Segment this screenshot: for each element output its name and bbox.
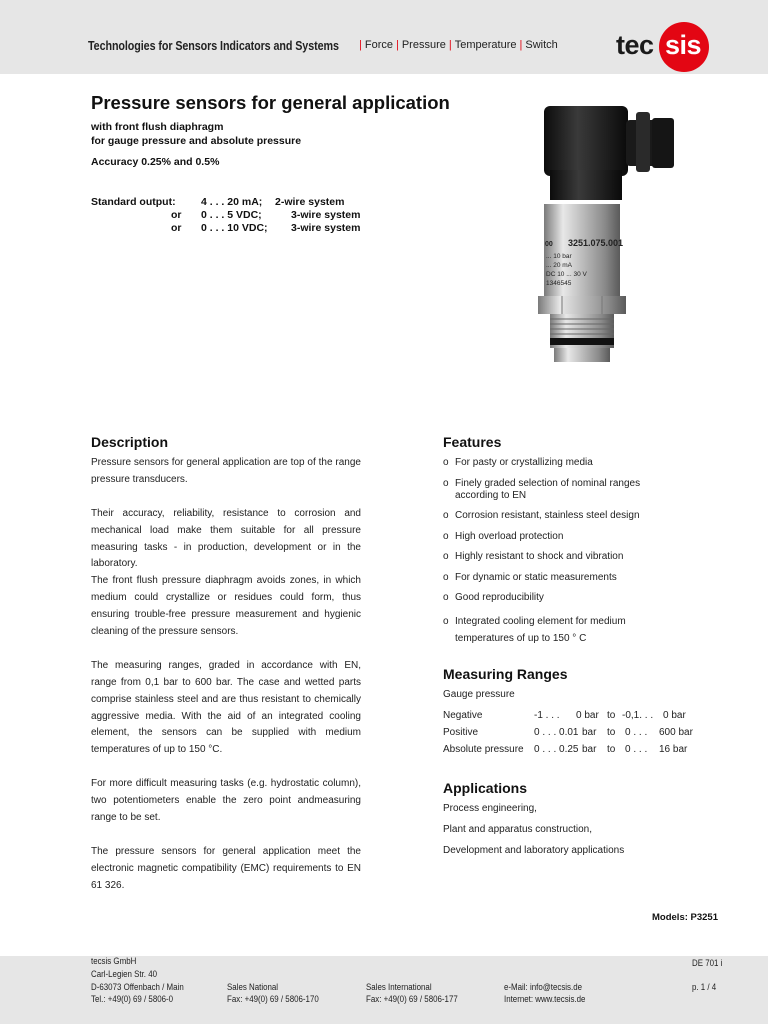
footer-street: Carl-Legien Str. 40 [91, 969, 158, 979]
list-item: o For dynamic or static measurements [443, 571, 617, 583]
pressure-sensor-image [528, 100, 678, 370]
footer-city: D-63073 Offenbach / Main [91, 982, 184, 992]
description-paragraph: The measuring ranges, graded in accordance with EN, range from 0,1 bar to 600 bar. The case and wetted parts comprise stainless steel and are thus resistant to chemically aggressive media. With the aid of an integrated cooling element, the sensors can be supplied with medium temperatures of up to 150 °C. [91, 659, 361, 756]
nav-link-switch[interactable]: Switch [525, 39, 558, 51]
features-heading: Features [443, 434, 502, 450]
output-range: 0 . . . 5 VDC; [201, 209, 262, 221]
nav-separator: | [359, 39, 362, 51]
accuracy-text: Accuracy 0.25% and 0.5% [91, 156, 220, 168]
description-paragraph: Their accuracy, reliability, resistance to corrosion and mechanical load make them suitable for all pressure measuring tasks - in production, development or in the laboratory. [91, 507, 361, 570]
page-title: Pressure sensors for general application [91, 92, 450, 113]
header-band [0, 0, 768, 74]
list-item: Process engineering, [443, 803, 537, 814]
nav-separator: | [519, 39, 523, 51]
description-paragraph: For more difficult measuring tasks (e.g. hydrostatic column), two potentiometers enable the zero point andmeasuring range to be set. [91, 778, 361, 823]
header-tagline: Technologies for Sensors Indicators and Systems [88, 39, 339, 53]
footer-sales-international-fax: Fax: +49(0) 69 / 5806-177 [366, 994, 458, 1004]
footer-sales-national-fax: Fax: +49(0) 69 / 5806-170 [227, 994, 319, 1004]
footer-band [0, 956, 768, 1024]
label-output: ... 20 mA [546, 262, 573, 269]
list-item: o Highly resistant to shock and vibration [443, 551, 624, 562]
output-label: Standard output: [91, 196, 176, 208]
footer-internet-link[interactable]: Internet: www.tecsis.de [504, 994, 586, 1004]
footer-page-number: p. 1 / 4 [692, 982, 717, 992]
list-item: o Integrated cooling element for medium temperatures of up to 150 ° C [443, 615, 626, 644]
output-range: 0 . . . 10 VDC; [201, 222, 268, 234]
list-item: o High overload protection [443, 530, 564, 542]
label-serial: 1346545 [546, 280, 572, 287]
output-prefix: or [171, 222, 182, 234]
nav-separator: | [448, 39, 452, 51]
nav-separator: | [395, 39, 399, 51]
output-system: 2-wire system [275, 196, 345, 208]
footer-sales-national-label: Sales National [227, 982, 279, 992]
gauge-pressure-label: Gauge pressure [443, 689, 515, 700]
subtitle-line-2: for gauge pressure and absolute pressure [91, 135, 302, 147]
nav-link-pressure[interactable]: Pressure [401, 39, 446, 51]
applications-heading: Applications [443, 780, 528, 796]
list-item: o For pasty or crystallizing media [443, 457, 593, 468]
description-paragraph: The pressure sensors for general application meet the electronic magnetic compatibility (EMC) requirements to EN 61 326. [91, 845, 361, 891]
list-item: o Good reproducibility [443, 592, 544, 603]
output-range: 4 . . . 20 mA; [201, 196, 263, 208]
nav-link-force[interactable]: Force [364, 39, 393, 51]
models-text: Models: P3251 [652, 912, 718, 923]
footer-tel: Tel.: +49(0) 69 / 5806-0 [91, 994, 174, 1004]
list-item: Development and laboratory applications [443, 845, 625, 856]
output-system: 3-wire system [291, 222, 361, 234]
header-nav [356, 39, 558, 51]
logo-text-sis: sis [665, 30, 702, 60]
description-paragraph: The front flush pressure diaphragm avoids zones, in which medium could crystallize or residues could form, thus ensuring trouble-free pressure measurement and hygienic cleaning of the pressure sensors. [91, 575, 361, 638]
description-body [91, 455, 361, 911]
logo-text-tec: tec [616, 30, 654, 60]
measuring-ranges-heading: Measuring Ranges [443, 666, 568, 682]
nav-link-temperature[interactable]: Temperature [454, 39, 517, 51]
applications-list [443, 803, 624, 866]
footer-company: tecsis GmbH [91, 956, 137, 966]
features-list [443, 457, 683, 655]
description-heading: Description [91, 434, 169, 450]
label-range: ... 10 bar [546, 253, 572, 260]
svg-text:00: 00 [545, 241, 553, 248]
tecsis-logo [616, 22, 716, 72]
footer-email-link[interactable]: e-Mail: info@tecsis.de [504, 982, 583, 992]
footer-doc-code: DE 701 i [692, 958, 723, 968]
label-code: 3251.075.001 [568, 238, 624, 248]
list-item: Plant and apparatus construction, [443, 824, 592, 835]
description-paragraph: Pressure sensors for general application are top of the range pressure transducers. [91, 457, 361, 485]
output-system: 3-wire system [291, 209, 361, 221]
list-item: o Finely graded selection of nominal ranges according to EN [443, 477, 641, 501]
footer-sales-international-label: Sales International [366, 982, 432, 992]
list-item: o Corrosion resistant, stainless steel design [443, 510, 640, 521]
label-supply: DC 10 ... 30 V [546, 271, 587, 278]
output-prefix: or [171, 209, 182, 221]
subtitle-line-1: with front flush diaphragm [91, 121, 224, 133]
